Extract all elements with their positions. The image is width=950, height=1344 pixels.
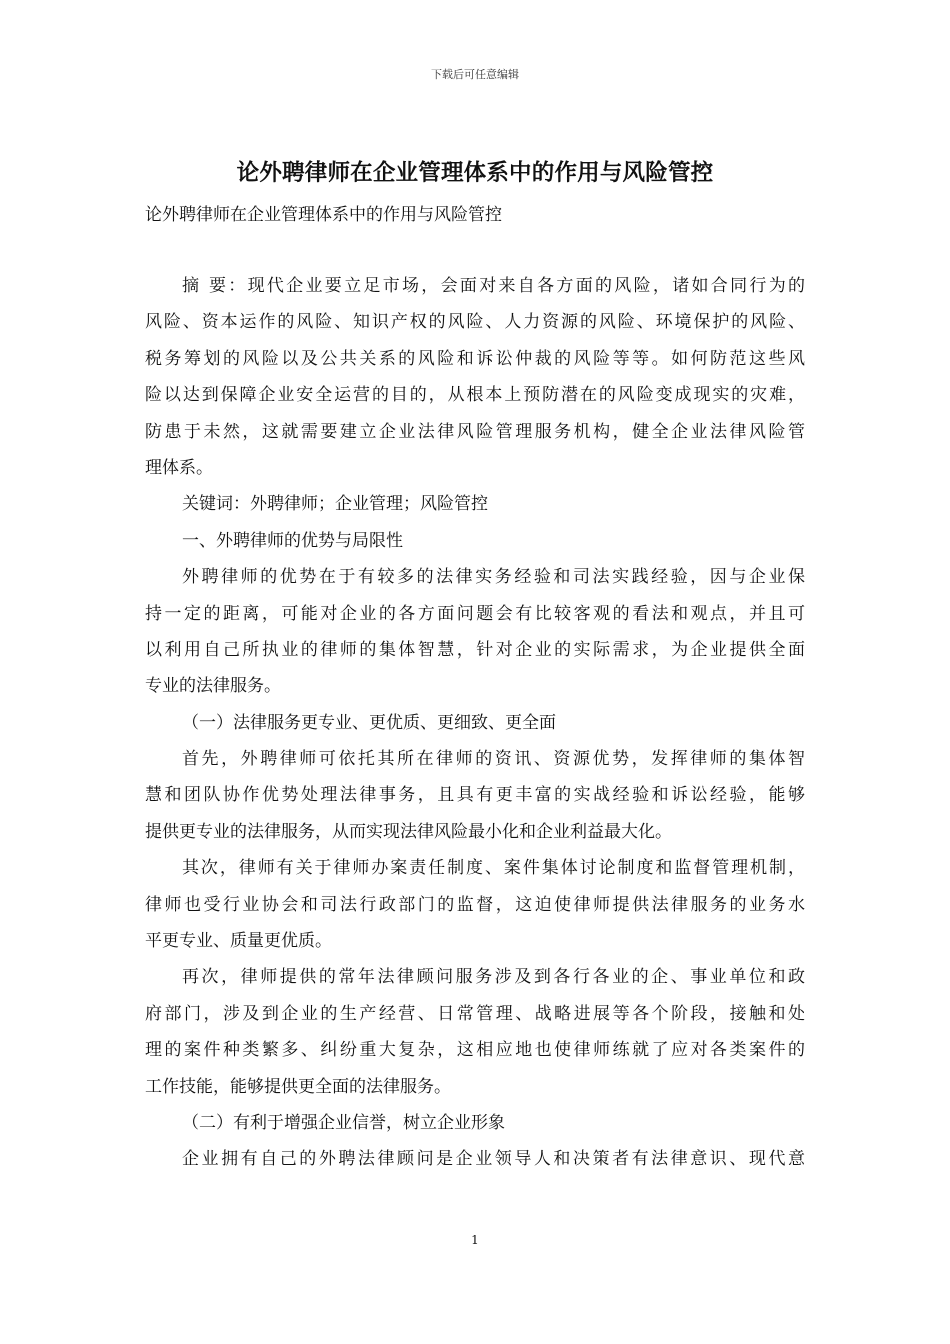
- text-line: 税务筹划的风险以及公共关系的风险和诉讼仲裁的风险等等。如何防范这些风: [145, 348, 805, 369]
- text-line: 专业的法律服务。: [145, 676, 281, 697]
- text-line: 以利用自己所执业的律师的集体智慧，针对企业的实际需求，为企业提供全面: [145, 639, 805, 660]
- page-number: 1: [471, 1233, 479, 1247]
- text-line: 工作技能，能够提供更全面的法律服务。: [145, 1076, 451, 1097]
- text-line: （一）法律服务更专业、更优质、更细致、更全面: [182, 712, 556, 733]
- text-line: 理体系。: [145, 457, 213, 478]
- text-line: 提供更专业的法律服务，从而实现法律风险最小化和企业利益最大化。: [145, 821, 672, 842]
- text-line: 首先，外聘律师可依托其所在律师的资讯、资源优势，发挥律师的集体智: [182, 749, 805, 770]
- text-line: 再次，律师提供的常年法律顾问服务涉及到各行各业的企、事业单位和政: [182, 967, 805, 988]
- text-line: 慧和团队协作优势处理法律事务，且具有更丰富的实战经验和诉讼经验，能够: [145, 785, 805, 806]
- text-line: 平更专业、质量更优质。: [145, 931, 332, 952]
- text-line: 外聘律师的优势在于有较多的法律实务经验和司法实践经验，因与企业保: [182, 567, 805, 588]
- text-line: 摘 要：现代企业要立足市场，会面对来自各方面的风险，诸如合同行为的: [182, 276, 805, 296]
- text-line: 律师也受行业协会和司法行政部门的监督，这迫使律师提供法律服务的业务水: [145, 894, 805, 915]
- text-line: 其次，律师有关于律师办案责任制度、案件集体讨论制度和监督管理机制，: [182, 858, 805, 879]
- text-line: 企业拥有自己的外聘法律顾问是企业领导人和决策者有法律意识、现代意: [182, 1149, 805, 1170]
- text-line: 关键词：外聘律师；企业管理；风险管控: [182, 494, 488, 515]
- body-text: [145, 268, 805, 1178]
- header-note: 下载后可任意编辑: [431, 68, 519, 81]
- text-line: 一、外聘律师的优势与局限性: [182, 530, 403, 551]
- text-line: 防患于未然，这就需要建立企业法律风险管理服务机构，健全企业法律风险管: [145, 421, 805, 442]
- text-line: （二）有利于增强企业信誉，树立企业形象: [182, 1112, 505, 1133]
- text-line: 理的案件种类繁多、纠纷重大复杂，这相应地也使律师练就了应对各类案件的: [145, 1040, 805, 1061]
- text-line: 府部门，涉及到企业的生产经营、日常管理、战略进展等各个阶段，接触和处: [145, 1003, 805, 1024]
- text-line: 险以达到保障企业安全运营的目的，从根本上预防潜在的风险变成现实的灾难，: [145, 385, 805, 406]
- page-title: 论外聘律师在企业管理体系中的作用与风险管控: [236, 160, 714, 186]
- page-subtitle: 论外聘律师在企业管理体系中的作用与风险管控: [145, 205, 502, 225]
- text-line: 风险、资本运作的风险、知识产权的风险、人力资源的风险、环境保护的风险、: [145, 312, 805, 333]
- text-line: 持一定的距离，可能对企业的各方面问题会有比较客观的看法和观点，并且可: [145, 603, 805, 624]
